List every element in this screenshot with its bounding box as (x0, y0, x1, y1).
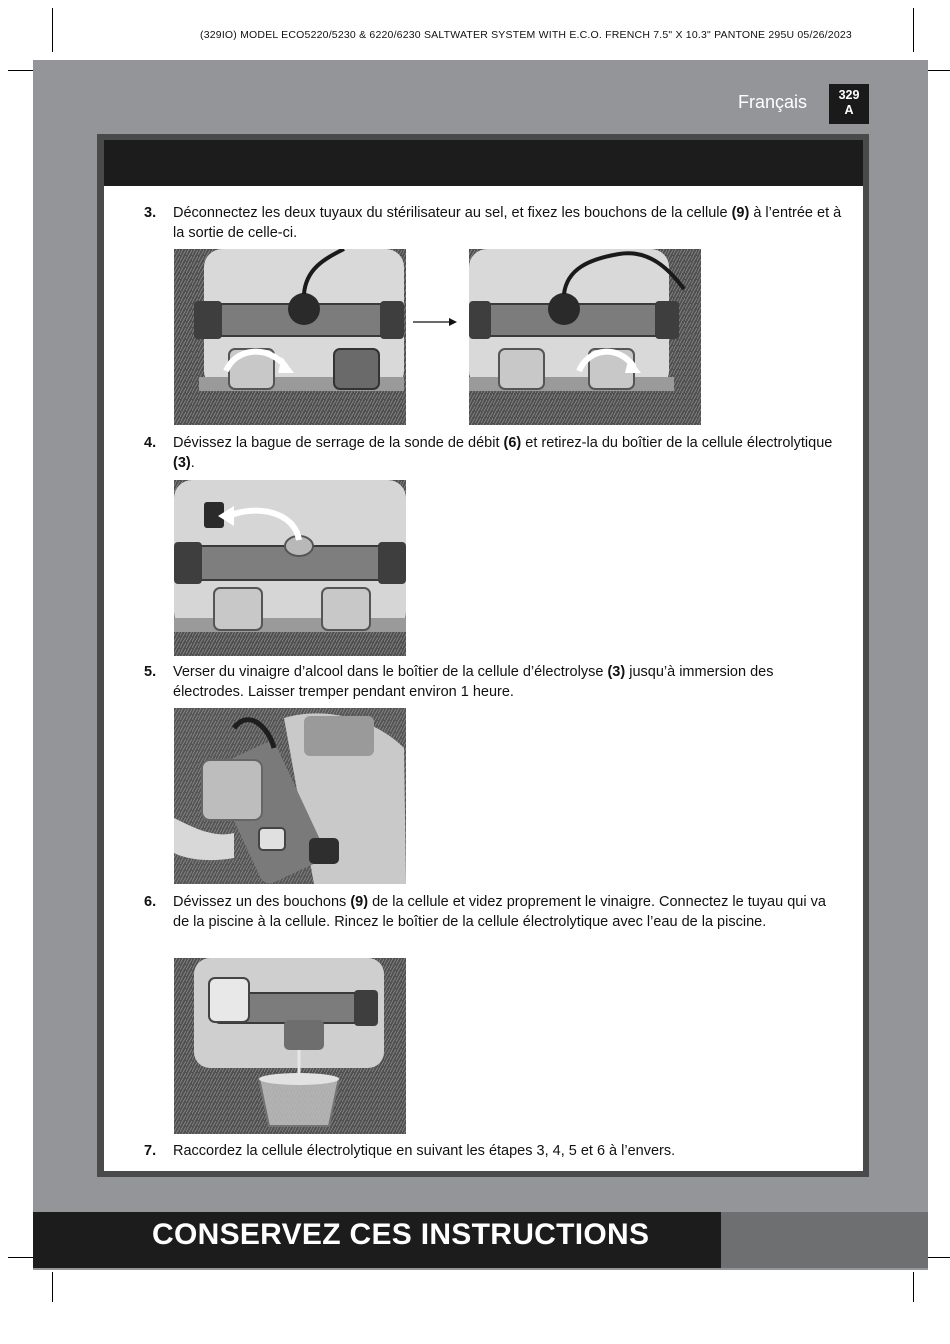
step-7 (144, 1142, 844, 1162)
text-segment: et retirez-la du boîtier de la cellule électrolytique (521, 435, 833, 451)
step-text (173, 204, 844, 243)
step-text (173, 663, 844, 702)
page-number-badge (829, 84, 869, 124)
step-number: 7. (144, 1143, 157, 1159)
rinse-cell-photo (174, 958, 406, 1134)
text-segment: Raccordez la cellule électrolytique en suivant les étapes 3, 4, 5 et 6 à l’envers. (173, 1143, 676, 1159)
text-segment: de la cellule et videz proprement le vinaigre. Connectez le tuyau qui va de la piscine à la cellule. Rincez le boîtier de la cellule électrolytique avec l’eau de la piscine. (173, 894, 826, 930)
footer-grey-block (721, 1212, 928, 1268)
step-3-photo-before (174, 249, 406, 425)
step-number: 5. (144, 664, 157, 680)
step-4-photo (174, 480, 406, 656)
step-5-photo (174, 708, 406, 884)
section-title-bar (104, 140, 863, 186)
step-text (173, 893, 844, 932)
step-text (173, 1142, 844, 1162)
crop-mark (913, 8, 914, 52)
crop-mark (52, 1272, 53, 1302)
arrow-right-icon (413, 314, 457, 324)
salt-cell-photo (469, 249, 701, 425)
step-5 (144, 663, 844, 702)
part-reference: (6) (503, 435, 522, 451)
page-number: 329 (838, 88, 860, 102)
step-4 (144, 434, 844, 473)
text-segment: jusqu’à immersion des électrodes. Laisser tremper pendant environ 1 heure. (173, 664, 774, 700)
part-reference: (3) (173, 454, 191, 471)
crop-mark (913, 1272, 914, 1302)
footer-title: CONSERVEZ CES INSTRUCTIONS (152, 1218, 650, 1251)
step-number: 3. (144, 205, 157, 221)
vinegar-pour-photo (174, 708, 406, 884)
step-3-photo-after (469, 249, 701, 425)
step-number: 4. (144, 435, 157, 451)
salt-cell-photo (174, 249, 406, 425)
step-6-photo (174, 958, 406, 1134)
part-reference: (9) (731, 205, 750, 221)
step-number: 6. (144, 894, 157, 910)
step-3 (144, 204, 844, 243)
text-segment: à l’entrée et à la sortie de celle-ci. (173, 205, 842, 241)
part-reference: (9) (350, 894, 369, 910)
language-label: Français (738, 92, 808, 112)
crop-mark (52, 8, 53, 52)
text-segment: Verser du vinaigre d’alcool dans le boîtier de la cellule d’électrolyse (173, 664, 608, 680)
part-reference: (3) (607, 664, 626, 680)
step-text (173, 434, 844, 473)
text-segment: Déconnectez les deux tuyaux du stérilisateur au sel, et fixez les bouchons de la cellule (173, 205, 732, 221)
text-segment: Dévissez un des bouchons (173, 894, 351, 910)
text-segment: . (190, 454, 195, 471)
page-suffix: A (844, 103, 854, 117)
salt-cell-photo (174, 480, 406, 656)
step-6 (144, 893, 844, 932)
text-segment: Dévissez la bague de serrage de la sonde de débit (173, 435, 504, 451)
print-spec-header: (329IO) MODEL ECO5220/5230 & 6220/6230 SALTWATER SYSTEM WITH E.C.O. FRENCH 7.5" X 10.3" PANTONE 295U 05/26/2023 (200, 29, 852, 41)
content-panel (104, 140, 863, 1171)
